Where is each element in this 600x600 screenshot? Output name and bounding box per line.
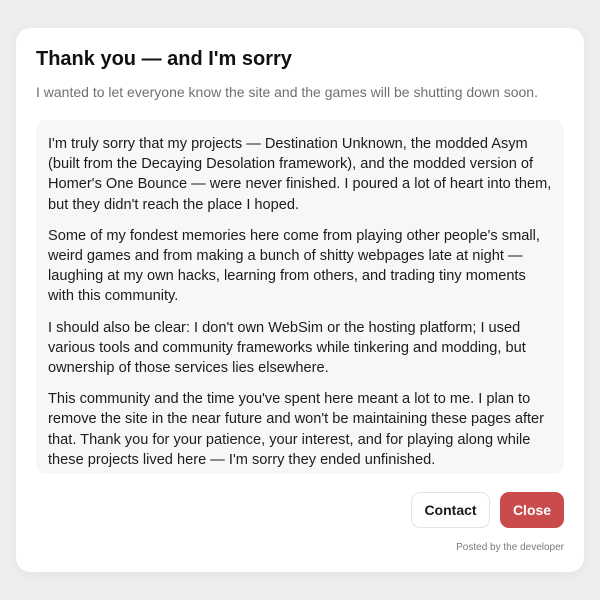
message-paragraph: I should also be clear: I don't own WebSim or the hosting platform; I used various tools and community frameworks while tinkering and modding, but ownership of those services lies elsewhere. <box>48 319 526 377</box>
dialog-subtitle: I wanted to let everyone know the site and the games will be shutting down soon. <box>36 84 538 100</box>
dialog-title: Thank you — and I'm sorry <box>36 48 292 70</box>
contact-button[interactable]: Contact <box>411 492 490 528</box>
message-paragraph: This community and the time you've spent here meant a lot to me. I plan to remove the site in the near future and won't be maintaining these pages after that. Thank you for your patience, your interest, and for playing along while these projects lived here — I'm sorry they ended unfinished. <box>48 391 545 468</box>
message-paragraph: Some of my fondest memories here come from playing other people's small, weird games and from making a bunch of shitty webpages late at night — laughing at my own hacks, learning from others, and trading tiny moments with this community. <box>48 227 540 305</box>
message-paragraph: I'm truly sorry that my projects — Destination Unknown, the modded Asym (built from the Decaying Desolation framework), and the modded version of Homer's One Bounce — were never finished. I poured a lot of heart into them, but they didn't reach the place I hoped. <box>48 136 552 213</box>
posted-by-note: Posted by the developer <box>456 542 564 553</box>
close-button[interactable]: Close <box>500 492 564 528</box>
message-body <box>36 120 564 474</box>
goodbye-dialog <box>16 28 584 572</box>
